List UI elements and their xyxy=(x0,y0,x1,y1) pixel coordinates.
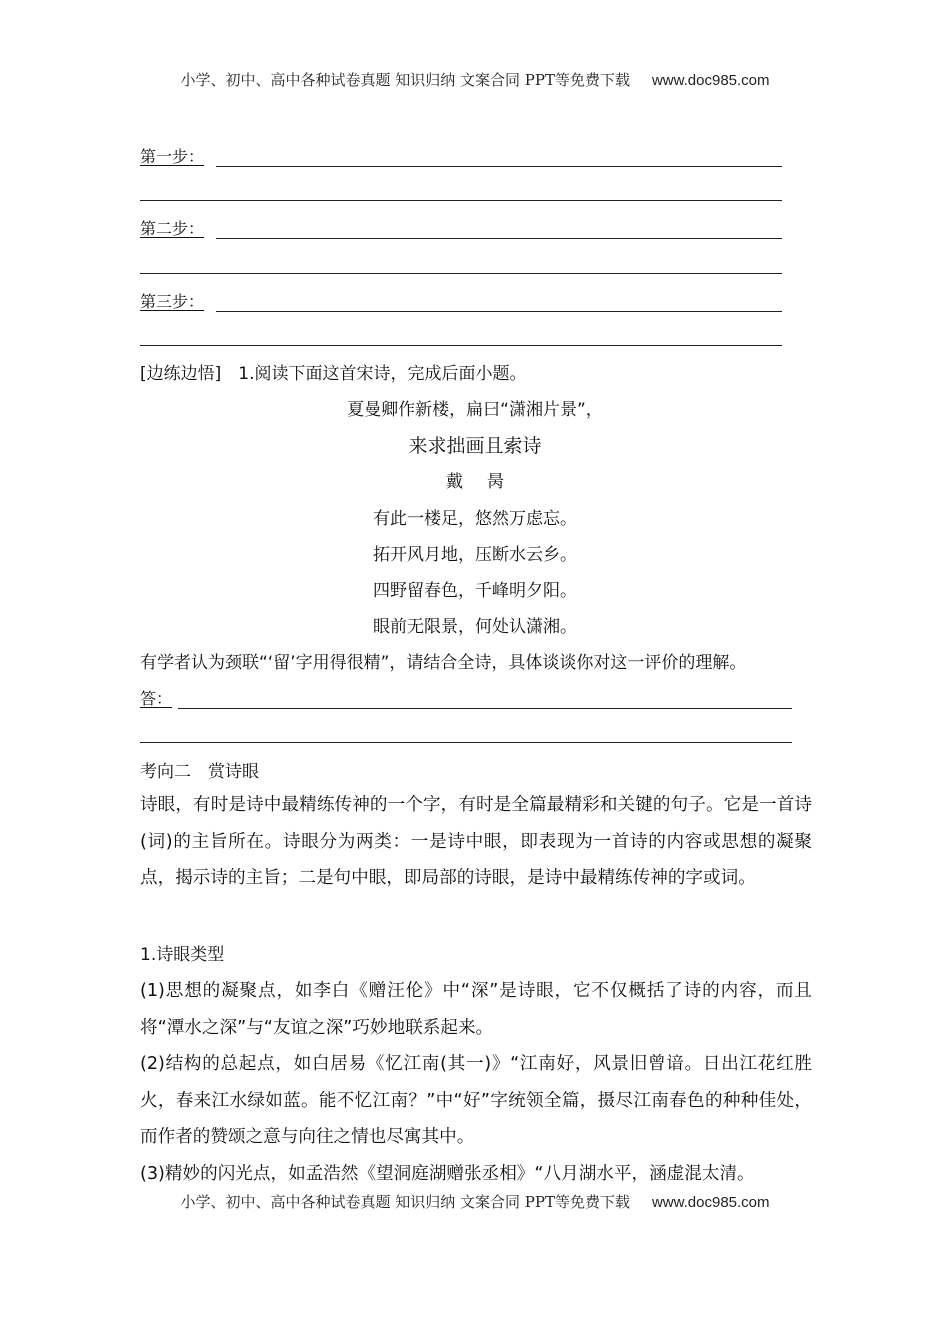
item-3: (3)精妙的闪光点，如孟浩然《望洞庭湖赠张丞相》“八月湖水平，涵虚混太清。 xyxy=(140,1164,755,1184)
practice-question: 有学者认为颈联“‘留’字用得很精”，请结合全诗，具体谈谈你对这一评价的理解。 xyxy=(140,653,747,673)
step-2-label: 第二步： xyxy=(140,219,205,238)
poem-line-2: 拓开风月地，压断水云乡。 xyxy=(373,545,577,565)
step-3-answer-line[interactable] xyxy=(216,311,782,312)
section-heading: 考向二 赏诗眼 xyxy=(140,762,259,782)
step-3-extra-line[interactable] xyxy=(140,345,782,346)
step-2-answer-line[interactable] xyxy=(216,238,782,239)
author-char-2: 昺 xyxy=(487,472,504,492)
subheading-poem-eye-types: 1.诗眼类型 xyxy=(140,945,225,965)
author-char-1: 戴 xyxy=(446,472,463,492)
poem-line-4: 眼前无限景，何处认潇湘。 xyxy=(373,617,577,637)
poem-line-3: 四野留春色，千峰明夕阳。 xyxy=(373,581,577,601)
footer-text: 小学、初中、高中各种试卷真题 知识归纳 文案合同 PPT等免费下载 xyxy=(180,1193,630,1211)
step-3-label: 第三步： xyxy=(140,292,205,311)
practice-intro: [边练边悟] 1.阅读下面这首宋诗，完成后面小题。 xyxy=(140,364,527,384)
answer-line-1[interactable] xyxy=(178,708,792,709)
item-2: (2)结构的总起点，如白居易《忆江南(其一)》“江南好，风景旧曾谙。日出江花红胜火，春来江水绿如蓝。能不忆江南？”中“好”字统领全篇，摄尽江南春色的种种佳处，而作者的赞颂之意与向往之情也尽寓其中。 xyxy=(140,1054,812,1147)
step-1-extra-line[interactable] xyxy=(140,200,782,201)
header-text: 小学、初中、高中各种试卷真题 知识归纳 文案合同 PPT等免费下载 xyxy=(180,71,630,89)
footer-site[interactable]: www.doc985.com xyxy=(651,1194,770,1211)
poem-title-line-1: 夏曼卿作新楼，扁曰“潇湘片景”， xyxy=(347,400,603,420)
section-intro-paragraph: 诗眼，有时是诗中最精练传神的一个字，有时是全篇最精彩和关键的句子。它是一首诗(词)的主旨所在。诗眼分为两类：一是诗中眼，即表现为一首诗的内容或思想的凝聚点，揭示诗的主旨；二是句中眼，即局部的诗眼，是诗中最精练传神的字或词。 xyxy=(140,795,812,888)
step-1-answer-line[interactable] xyxy=(216,166,782,167)
answer-row xyxy=(140,686,792,710)
poem-line-1: 有此一楼足，悠然万虑忘。 xyxy=(373,509,577,529)
answer-label: 答： xyxy=(140,689,173,708)
step-2-row xyxy=(140,216,782,240)
item-1: (1)思想的凝聚点，如李白《赠汪伦》中“深”是诗眼，它不仅概括了诗的内容，而且将“潭水之深”与“友谊之深”巧妙地联系起来。 xyxy=(140,981,812,1038)
header-site[interactable]: www.doc985.com xyxy=(651,72,770,89)
page-footer xyxy=(0,1191,950,1212)
step-2-extra-line[interactable] xyxy=(140,273,782,274)
answer-line-2[interactable] xyxy=(140,742,792,743)
step-1-label: 第一步： xyxy=(140,147,205,166)
step-3-row xyxy=(140,289,782,313)
page-header xyxy=(0,69,950,90)
step-1-row xyxy=(140,144,782,168)
poem-title-line-2: 来求拙画且索诗 xyxy=(408,435,542,457)
poem-author xyxy=(0,470,950,494)
